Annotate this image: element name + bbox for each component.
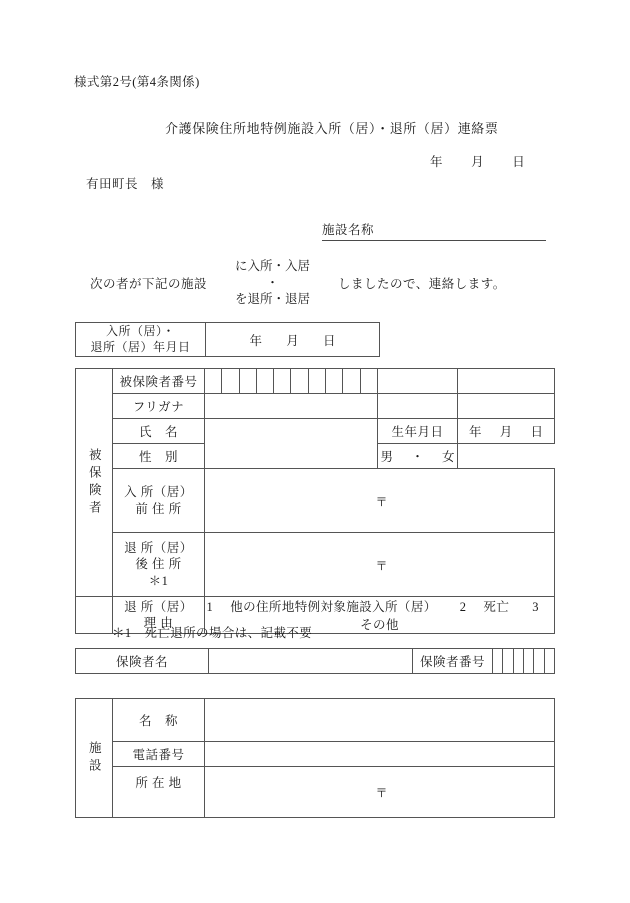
reason-option-1-text[interactable]: 他の住所地特例対象施設入所（居） xyxy=(230,600,437,614)
digit-box[interactable] xyxy=(205,369,222,393)
digit-box[interactable] xyxy=(503,649,513,673)
previous-address-label-line2: 前 住 所 xyxy=(135,501,182,516)
intro-stacked-options xyxy=(235,258,310,308)
previous-address-label xyxy=(113,469,205,533)
form-number: 様式第2号(第4条関係) xyxy=(74,75,200,89)
reason-option-3-number: 3 xyxy=(532,600,539,614)
table-row xyxy=(76,767,555,818)
digit-box[interactable] xyxy=(326,369,343,393)
facility-name-label: 施設名称 xyxy=(322,223,375,237)
insured-number-strip xyxy=(205,369,377,393)
digit-box[interactable] xyxy=(534,649,544,673)
post-address-label xyxy=(113,533,205,597)
insurer-table xyxy=(75,648,555,674)
discharge-reason-label-line2: 理 由 xyxy=(143,616,174,630)
spacer-cell xyxy=(458,394,555,419)
issue-date-month-label: 月 xyxy=(471,155,484,169)
digit-box[interactable] xyxy=(545,649,554,673)
discharge-reason-label-line1: 退 所（居） xyxy=(124,599,193,614)
spacer-cell xyxy=(458,369,555,394)
postal-mark-icon: 〒 xyxy=(375,494,388,509)
reason-option-2-number: 2 xyxy=(459,600,467,614)
date-row-label xyxy=(76,323,206,357)
table-row xyxy=(76,469,555,533)
digit-box[interactable] xyxy=(291,369,308,393)
post-address-label-line1: 退 所（居） xyxy=(124,541,193,556)
digit-box[interactable] xyxy=(343,369,360,393)
insurer-number-label: 保険者番号 xyxy=(413,649,493,674)
document-title: 介護保険住所地特例施設入所（居）・退所（居）連絡票 xyxy=(165,121,499,136)
sex-male-option[interactable]: 男 xyxy=(380,450,393,464)
digit-box[interactable] xyxy=(309,369,326,393)
post-address-value[interactable] xyxy=(205,533,555,597)
post-address-label-line2: 後 住 所 xyxy=(135,557,182,572)
sex-separator: ・ xyxy=(411,450,424,464)
digit-box[interactable] xyxy=(514,649,524,673)
date-value-day: 日 xyxy=(323,333,336,348)
sex-value[interactable] xyxy=(378,444,458,469)
table-row xyxy=(76,419,555,444)
table-row xyxy=(76,369,555,394)
facility-name-value[interactable] xyxy=(205,699,555,742)
furigana-value[interactable] xyxy=(205,394,378,419)
post-address-label-line3: ＊1 xyxy=(148,573,169,588)
insured-side-label-bottom xyxy=(76,597,113,634)
intro-admission-line: に入所・入居 xyxy=(235,259,311,273)
date-row-label-line1: 入所（居）・ xyxy=(105,324,175,339)
insurer-number-boxes[interactable] xyxy=(493,649,555,674)
admission-discharge-date-table xyxy=(75,322,380,357)
intro-tail: しましたので、連絡します。 xyxy=(338,276,506,291)
intro-separator: ・ xyxy=(266,275,279,290)
table-row xyxy=(76,649,555,674)
insured-number-label: 被保険者番号 xyxy=(113,369,205,394)
sex-female-option[interactable]: 女 xyxy=(442,450,455,464)
date-value-month: 月 xyxy=(286,333,299,348)
reason-option-2-text[interactable]: 死亡 xyxy=(483,600,510,614)
digit-box[interactable] xyxy=(274,369,291,393)
table-row xyxy=(76,394,555,419)
insured-person-table xyxy=(75,368,555,634)
insured-number-boxes[interactable] xyxy=(205,369,378,394)
name-label: 氏 名 xyxy=(113,419,205,444)
insurer-name-value[interactable] xyxy=(209,649,413,674)
facility-name-field[interactable] xyxy=(322,220,546,241)
birth-month: 月 xyxy=(499,425,513,439)
facility-name-label: 名 称 xyxy=(113,699,205,742)
issue-date-year-label: 年 xyxy=(430,155,443,169)
facility-side-label: 施設 xyxy=(76,699,113,818)
facility-table xyxy=(75,698,555,818)
table-row xyxy=(76,699,555,742)
facility-address-value[interactable] xyxy=(205,767,555,818)
birth-year: 年 xyxy=(468,425,482,439)
name-value[interactable] xyxy=(205,419,378,469)
table-row xyxy=(76,742,555,767)
facility-phone-label: 電話番号 xyxy=(113,742,205,767)
reason-option-1-number: 1 xyxy=(206,600,214,614)
footnote: ＊1 死亡退所の場合は、記載不要 xyxy=(112,626,313,640)
date-row-value[interactable] xyxy=(206,323,380,357)
intro-discharge-line: を退所・退居 xyxy=(235,292,311,306)
insurer-number-strip xyxy=(493,649,554,673)
digit-box[interactable] xyxy=(240,369,257,393)
spacer-cell xyxy=(378,369,458,394)
birth-day: 日 xyxy=(530,425,544,439)
table-row xyxy=(76,323,380,357)
issue-date-line xyxy=(430,152,525,170)
table-row xyxy=(76,533,555,597)
date-row-label-line2: 退所（居）年月日 xyxy=(90,339,191,354)
facility-address-label: 所 在 地 xyxy=(113,767,205,818)
date-value-year: 年 xyxy=(249,333,262,348)
furigana-label: フリガナ xyxy=(113,394,205,419)
facility-phone-value[interactable] xyxy=(205,742,555,767)
insurer-name-label: 保険者名 xyxy=(76,649,209,674)
postal-mark-icon: 〒 xyxy=(375,786,388,800)
birth-date-label: 生年月日 xyxy=(378,419,458,444)
spacer-cell xyxy=(378,394,458,419)
previous-address-label-line1: 入 所（居） xyxy=(124,485,193,500)
issue-date-day-label: 日 xyxy=(512,155,525,169)
reason-option-3-text[interactable]: その他 xyxy=(360,618,399,632)
birth-date-value[interactable] xyxy=(458,419,555,444)
addressee: 有田町長 様 xyxy=(86,177,165,191)
digit-box[interactable] xyxy=(257,369,274,393)
intro-sentence xyxy=(90,258,506,308)
previous-address-value[interactable] xyxy=(205,469,555,533)
digit-box[interactable] xyxy=(524,649,534,673)
digit-box[interactable] xyxy=(493,649,503,673)
postal-mark-icon: 〒 xyxy=(375,558,388,573)
digit-box[interactable] xyxy=(361,369,377,393)
sex-label: 性 別 xyxy=(113,444,205,469)
digit-box[interactable] xyxy=(222,369,239,393)
insured-side-label: 被保険者 xyxy=(76,369,113,597)
intro-lead: 次の者が下記の施設 xyxy=(90,276,208,291)
